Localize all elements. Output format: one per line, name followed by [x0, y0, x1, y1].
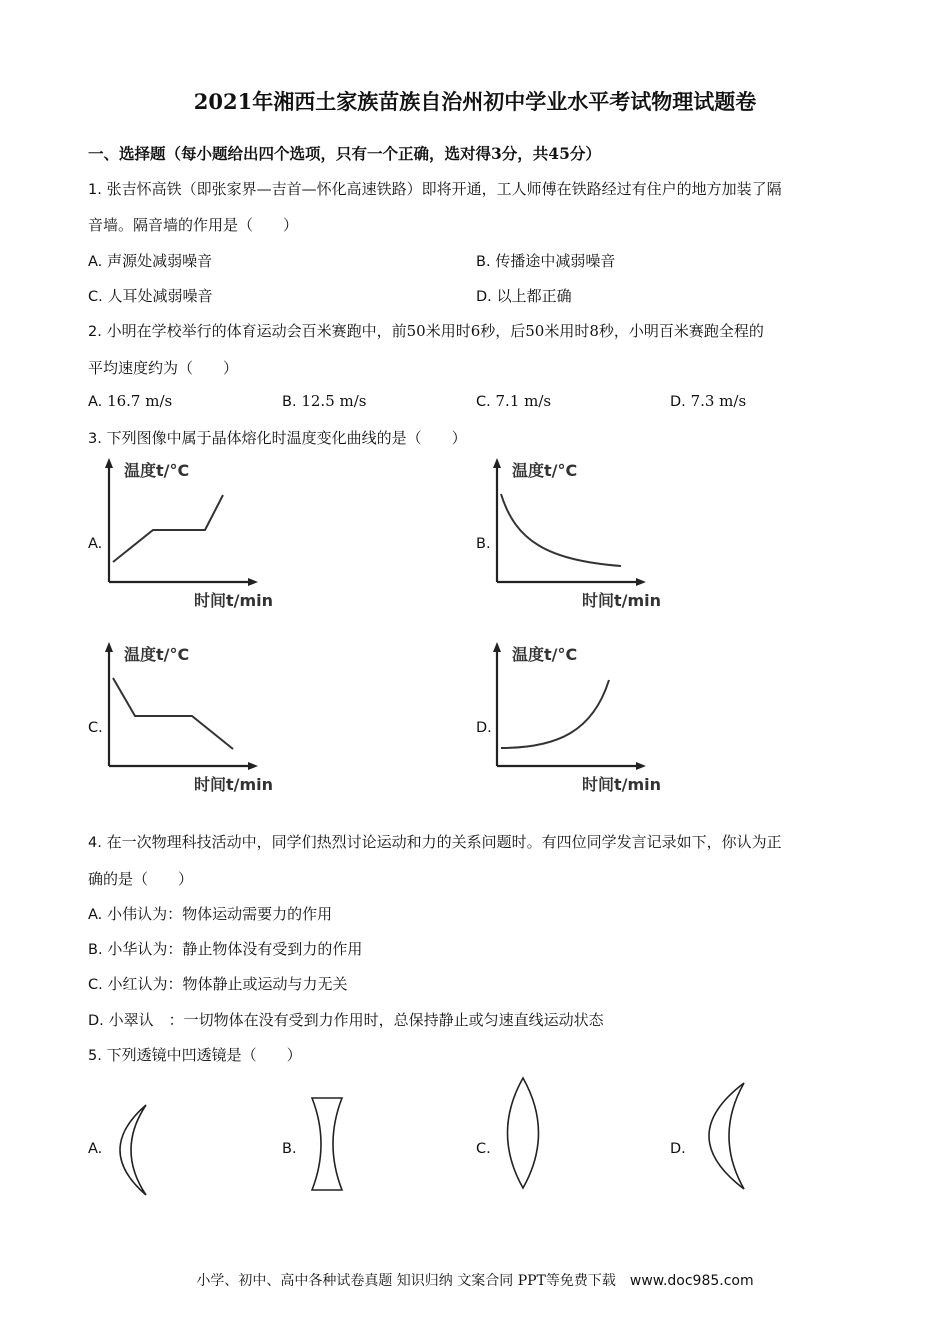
question-5-line-1	[88, 1044, 302, 1065]
question-5-option-b-label[interactable]: B.	[282, 1141, 297, 1157]
lens-c-icon[interactable]	[498, 1074, 548, 1192]
question-2-option-d[interactable]	[670, 392, 746, 410]
option-text: 小伟认为：物体运动需要力的作用	[107, 905, 333, 923]
question-2-number: 2.	[88, 324, 102, 340]
question-4-stem-1: 在一次物理科技活动中，同学们热烈讨论运动和力的关系问题时。有四位同学发言记录如下，你认为正	[106, 833, 782, 851]
option-text: 人耳处减弱噪音	[107, 287, 213, 305]
x-axis-arrow	[636, 762, 646, 770]
question-3-option-a-label[interactable]: A.	[88, 536, 103, 552]
question-1-stem-2: 音墙。隔音墙的作用是（ ）	[88, 216, 299, 234]
option-label: C.	[88, 977, 103, 993]
footer-text: 小学、初中、高中各种试卷真题 知识归纳 文案合同 PPT等免费下载	[196, 1273, 616, 1289]
option-label: B.	[476, 254, 491, 270]
footer	[0, 1270, 950, 1290]
question-3-graph-c[interactable]	[100, 636, 285, 798]
option-label: D.	[88, 1013, 104, 1029]
question-4-line-1	[88, 831, 782, 852]
x-axis-label: 时间t/min	[194, 775, 274, 794]
option-text: 小华认为：静止物体没有受到力的作用	[107, 940, 363, 958]
question-3-stem-1: 下列图像中属于晶体熔化时温度变化曲线的是（ ）	[106, 429, 467, 447]
temperature-curve	[501, 680, 609, 748]
question-1-stem-1: 张吉怀高铁（即张家界—吉首—怀化高速铁路）即将开通，工人师傅在铁路经过有住户的地方加装了隔	[106, 180, 782, 198]
question-1-option-c[interactable]	[88, 285, 213, 306]
question-4-stem-2: 确的是（ ）	[88, 870, 194, 888]
question-4-option-d[interactable]	[88, 1009, 604, 1030]
option-label: A.	[88, 394, 103, 410]
question-3-option-c-label[interactable]: C.	[88, 720, 103, 736]
question-4-option-a[interactable]	[88, 903, 332, 924]
question-2-option-a[interactable]	[88, 392, 172, 410]
option-label: A.	[88, 254, 103, 270]
option-label: C.	[88, 289, 103, 305]
y-axis-label: 温度t/°C	[512, 461, 578, 480]
question-3-graph-d[interactable]	[488, 636, 673, 798]
question-5-option-d-label[interactable]: D.	[670, 1141, 686, 1157]
question-2-option-b[interactable]	[282, 392, 367, 410]
option-text: 小翠认 ：一切物体在没有受到力作用时，总保持静止或匀速直线运动状态	[108, 1011, 604, 1029]
question-3-option-b-label[interactable]: B.	[476, 536, 491, 552]
lens-b-icon[interactable]	[304, 1094, 350, 1194]
footer-url[interactable]: www.doc985.com	[629, 1273, 754, 1289]
option-label: A.	[88, 907, 103, 923]
temperature-curve	[113, 678, 233, 749]
x-axis-label: 时间t/min	[582, 591, 662, 610]
question-1-option-b[interactable]	[476, 250, 615, 271]
question-3-option-d-label[interactable]: D.	[476, 720, 492, 736]
lens-a-icon[interactable]	[100, 1100, 160, 1200]
question-2-stem-2: 平均速度约为（ ）	[88, 359, 239, 377]
option-text: 16.7 m/s	[107, 392, 173, 410]
temperature-curve	[113, 495, 223, 562]
question-4-option-c[interactable]	[88, 973, 348, 994]
question-1-option-d[interactable]	[476, 285, 572, 306]
question-3-line-1	[88, 427, 467, 448]
question-5-option-c-label[interactable]: C.	[476, 1141, 491, 1157]
option-label: C.	[476, 394, 491, 410]
question-5-option-a-label[interactable]: A.	[88, 1141, 103, 1157]
x-axis-arrow	[248, 762, 258, 770]
question-3-number: 3.	[88, 431, 102, 447]
question-1-line-1	[88, 178, 782, 199]
question-3-graph-b[interactable]	[488, 452, 673, 614]
temperature-curve	[501, 494, 621, 566]
option-label: D.	[476, 289, 492, 305]
question-2-option-c[interactable]	[476, 392, 551, 410]
option-text: 声源处减弱噪音	[107, 252, 213, 270]
y-axis-label: 温度t/°C	[124, 645, 190, 664]
x-axis-label: 时间t/min	[582, 775, 662, 794]
x-axis-arrow	[636, 578, 646, 586]
option-text: 小红认为：物体静止或运动与力无关	[107, 975, 348, 993]
question-4-option-b[interactable]	[88, 938, 362, 959]
page-title: 2021年湘西土家族苗族自治州初中学业水平考试物理试题卷	[193, 89, 757, 114]
y-axis-label: 温度t/°C	[124, 461, 190, 480]
x-axis-arrow	[248, 578, 258, 586]
question-1-number: 1.	[88, 182, 102, 198]
question-2-stem-1: 小明在学校举行的体育运动会百米赛跑中，前50米用时6秒，后50米用时8秒，小明百米赛跑全程的	[106, 322, 764, 340]
option-text: 7.3 m/s	[690, 392, 747, 410]
lens-d-icon[interactable]	[690, 1078, 752, 1194]
option-label: B.	[88, 942, 103, 958]
option-label: D.	[670, 394, 686, 410]
question-2-line-1	[88, 320, 764, 341]
question-3-graph-a[interactable]	[100, 452, 285, 614]
x-axis-label: 时间t/min	[194, 591, 274, 610]
y-axis-label: 温度t/°C	[512, 645, 578, 664]
option-text: 12.5 m/s	[301, 392, 367, 410]
question-5-stem-1: 下列透镜中凹透镜是（ ）	[106, 1046, 302, 1064]
question-1-option-a[interactable]	[88, 250, 212, 271]
option-text: 传播途中减弱噪音	[495, 252, 616, 270]
option-text: 7.1 m/s	[495, 392, 552, 410]
question-5-number: 5.	[88, 1048, 102, 1064]
option-label: B.	[282, 394, 297, 410]
question-4-number: 4.	[88, 835, 102, 851]
option-text: 以上都正确	[496, 287, 572, 305]
section-heading: 一、选择题（每小题给出四个选项，只有一个正确，选对得3分，共45分）	[88, 144, 601, 163]
